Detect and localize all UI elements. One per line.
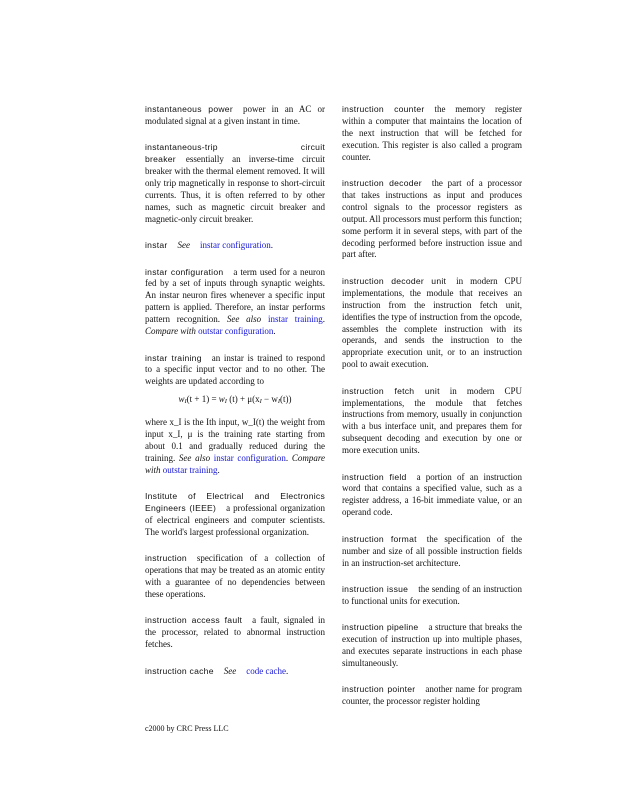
see-label: See: [223, 665, 237, 676]
entry-definition: another name for program counter, the processor register holding: [342, 684, 522, 707]
entry-term: instantaneous-trip circuit breaker: [145, 142, 325, 165]
entry-definition: the specification of the number and size of all possible instruction fields in an instruction-set architecture.: [342, 533, 522, 568]
see-label: See: [177, 240, 191, 251]
formula-explanation: where x_I is the Ith input, w_I(t) the weight from input x_I, μ is the training rate starting from about 0.1 and gradually reduced during the training.: [145, 417, 325, 463]
entry-instruction-issue: [342, 584, 522, 608]
entry-definition: a fault, signaled in the processor, related to abnormal instruction fetches.: [145, 615, 325, 650]
punctuation: .: [217, 464, 220, 475]
entry-instruction-pointer: [342, 684, 522, 708]
entry-term: instruction cache: [145, 665, 214, 676]
entry-instruction-counter: [342, 104, 522, 164]
cross-reference-link[interactable]: outstar configuration: [198, 326, 274, 337]
entry-term: instar configuration: [145, 266, 224, 277]
entry-term: instantaneous power: [145, 104, 233, 114]
cross-reference-link[interactable]: instar training: [267, 314, 323, 325]
entry-instruction-field: [342, 472, 522, 520]
compare-with-label: Compare with: [145, 452, 326, 475]
entry-instruction-format: [342, 534, 522, 570]
entry-instantaneous-power: [145, 104, 325, 128]
cross-reference-link[interactable]: instar configuration: [200, 240, 271, 251]
punctuation: .: [273, 326, 276, 337]
entry-term: instruction access fault: [145, 615, 243, 626]
entry-definition: a structure that breaks the execution of instruction up into multiple phases, and executes separate instructions in each phase simultaneously.: [342, 622, 522, 668]
entry-definition: essentially an inverse-time circuit breaker with the thermal element removed. It will only trip magnetically in response to short-circuit currents. Thus, it is often referred to by other names, such as magnetic circuit breaker and magnetic-only circuit breaker.: [145, 154, 325, 224]
entry-instruction-cache: [145, 666, 325, 678]
left-column: [145, 104, 325, 692]
entry-instruction-fetch-unit: [342, 386, 522, 457]
entry-term: instruction fetch unit: [342, 385, 440, 396]
entry-instruction-decoder: [342, 178, 522, 261]
entry-definition: a term used for a neuron fed by a set of inputs through synaptic weights. An instar neuron fires whenever a specific input pattern is applied. Therefore, an instar performs pattern recognition.: [145, 266, 325, 325]
punctuation: .: [270, 240, 273, 251]
entry-instar: [145, 240, 325, 252]
entry-definition: an instar is trained to respond to a specific input vector and to no other. The weights are updated according to: [145, 352, 325, 387]
see-also-label: See also: [226, 314, 262, 325]
entry-ieee: [145, 491, 325, 539]
entry-definition: in modern CPU implementations, the module that fetches instructions from memory, usually in conjunction with a bus interface unit, and prepares them for subsequent decoding and execution by one or more execution units.: [342, 385, 522, 456]
entry-term: instruction counter: [342, 104, 425, 114]
entry-definition: in modern CPU implementations, the module that receives an instruction from the instruction fetch unit, identifies the type of instruction from the opcode, assembles the complete instruction with its operands, and sends the instruction to the appropriate execution unit, or to an instruction pool to await execution.: [342, 275, 522, 370]
right-column: [342, 104, 522, 723]
cross-reference-link[interactable]: instar configuration: [213, 452, 286, 463]
cross-reference-link[interactable]: code cache: [246, 665, 286, 676]
weight-update-formula: $w_I(t + 1) = w_I$ $(t) + \mu(x_I - w_I(t))$: [178, 394, 292, 406]
see-also-label: See also: [178, 452, 211, 463]
entry-instruction-decoder-unit: [342, 276, 522, 371]
entry-term: instruction format: [342, 533, 417, 544]
entry-instruction: [145, 553, 325, 601]
entry-term: instruction: [145, 553, 187, 564]
entry-instruction-pipeline: [342, 622, 522, 670]
entry-term: Institute of Electrical and Electronics Engineers (IEEE): [145, 491, 325, 514]
entry-definition: the part of a processor that takes instructions as input and produces control signals to the processor registers as output. All processors must perform this function; some perform it in several steps, with part of the decoding performed before instruction issue and part after.: [342, 178, 522, 260]
entry-term: instruction pointer: [342, 684, 416, 695]
entry-term: instruction pipeline: [342, 622, 419, 633]
compare-with-label: Compare with: [145, 326, 196, 337]
entry-definition: the memory register within a computer that maintains the location of the next instruction that will be fetched for execution. This register is also called a program counter.: [342, 104, 522, 162]
cross-reference-link[interactable]: outstar training: [162, 464, 218, 475]
entry-term: instruction field: [342, 471, 407, 482]
punctuation: .: [285, 452, 289, 463]
entry-term: instar training: [145, 352, 202, 363]
entry-definition: the sending of an instruction to functional units for execution.: [342, 583, 522, 606]
entry-instruction-access-fault: [145, 615, 325, 651]
entry-term: instruction decoder unit: [342, 275, 447, 286]
entry-term: instar: [145, 240, 168, 251]
entry-instar-training: [145, 353, 325, 477]
punctuation: .: [322, 314, 325, 325]
entry-definition: power in an AC or modulated signal at a given instant in time.: [145, 104, 325, 126]
copyright-footer: c2000 by CRC Press LLC: [145, 724, 229, 733]
entry-definition: specification of a collection of operations that may be treated as an atomic entity with a guarantee of no dependencies between these operations.: [145, 553, 325, 599]
entry-definition: a professional organization of electrical engineers and computer scientists. The world's largest professional organization.: [145, 503, 325, 537]
entry-term: instruction issue: [342, 583, 409, 594]
entry-definition: a portion of an instruction word that contains a specified value, such as a register address, a 16-bit immediate value, or an operand code.: [342, 471, 522, 518]
entry-instar-configuration: [145, 267, 325, 338]
punctuation: .: [285, 665, 289, 676]
entry-term: instruction decoder: [342, 178, 422, 189]
entry-instantaneous-trip-circuit-breaker: [145, 142, 325, 225]
